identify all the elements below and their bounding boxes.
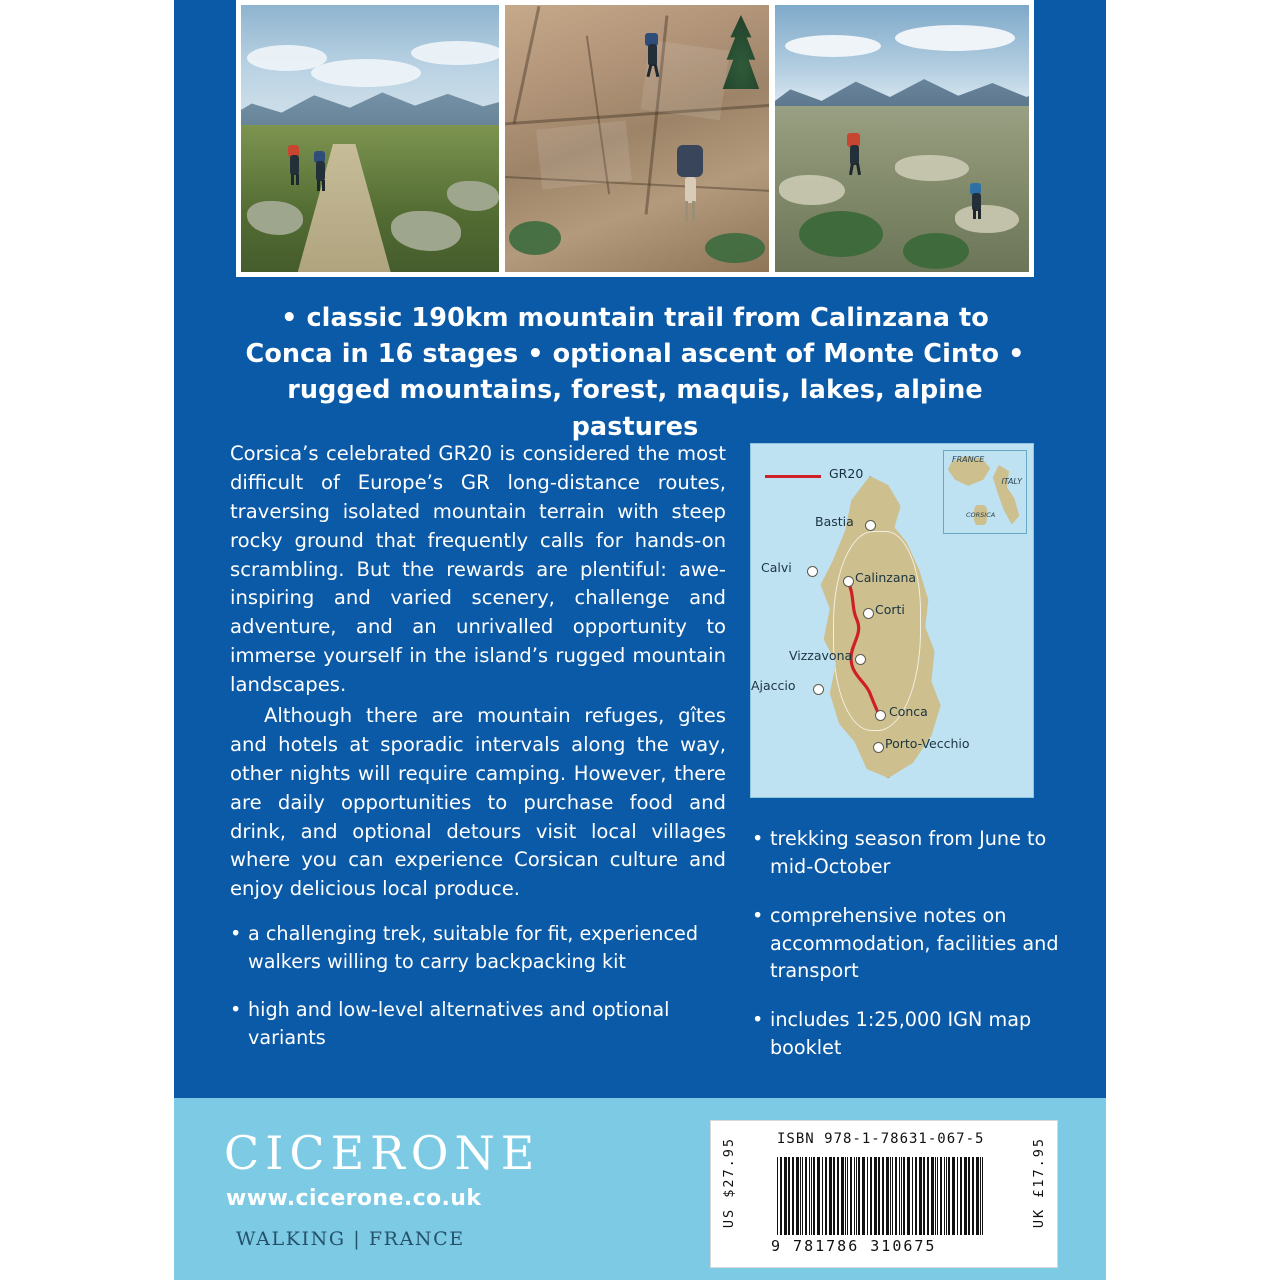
- town-label: Calvi: [761, 560, 792, 575]
- list-item-label: trekking season from June to mid-October: [770, 827, 1047, 878]
- town-label: Vizzavona: [789, 648, 853, 663]
- slab: [536, 120, 632, 189]
- list-item-label: comprehensive notes on accommodation, facilities and transport: [770, 903, 1059, 983]
- shrub: [705, 233, 765, 263]
- town-marker: [813, 684, 824, 695]
- left-feature-list: [230, 920, 730, 1071]
- price-us: US $27.95: [721, 1137, 737, 1229]
- town-marker: [807, 566, 818, 577]
- list-item-label: high and low-level alternatives and optional variants: [248, 997, 670, 1049]
- scree: [955, 205, 1019, 233]
- bullet-icon: •: [230, 922, 242, 945]
- inset-label-france: FRANCE: [952, 455, 985, 464]
- cover-panel: [174, 0, 1106, 1280]
- bullet-icon: •: [752, 1008, 764, 1032]
- town-label: Corti: [875, 602, 905, 617]
- town-label: Ajaccio: [751, 678, 796, 693]
- barcode-digits: 9 781786 310675: [771, 1237, 937, 1255]
- barcode-block: [710, 1120, 1058, 1268]
- shrub: [799, 211, 883, 257]
- list-item-label: a challenging trek, suitable for fit, experienced walkers willing to carry backpacking kit: [248, 922, 699, 973]
- bullet-icon: •: [230, 997, 242, 1021]
- list-item: [230, 920, 730, 976]
- list-item: [752, 902, 1062, 986]
- shrub: [509, 221, 561, 255]
- photo-strip: [236, 0, 1034, 277]
- list-item: [752, 1006, 1062, 1062]
- town-label: Porto-Vecchio: [885, 736, 970, 751]
- barcode-bars: [777, 1157, 989, 1235]
- footer-bar: [174, 1098, 1106, 1280]
- town-marker: [863, 608, 874, 619]
- town-marker: [875, 710, 886, 721]
- bullet-icon: •: [752, 827, 764, 850]
- category-label: WALKING | FRANCE: [236, 1228, 465, 1250]
- town-label: Conca: [889, 704, 928, 719]
- town-marker: [873, 742, 884, 753]
- cloud-icon: [311, 59, 421, 87]
- shrub: [903, 233, 969, 269]
- town-label: Bastia: [815, 514, 854, 529]
- cloud-icon: [895, 25, 1015, 51]
- photo-alpine-pasture: [775, 5, 1029, 272]
- cloud-icon: [785, 35, 881, 57]
- cloud-icon: [411, 41, 499, 65]
- town-marker: [843, 576, 854, 587]
- locator-inset-map: [943, 450, 1027, 534]
- scree: [895, 155, 969, 181]
- paragraph-2: Although there are mountain refuges, gîtes and hotels at sporadic intervals along the way, other nights will require camping. However, there are daily opportunities to purchase food and drink, and optional detours visit local villages where you can experience Corsican culture and enjoy delicious local produce.: [230, 704, 726, 901]
- scree: [779, 175, 845, 205]
- paragraph-1: Corsica’s celebrated GR20 is considered the most difficult of Europe’s GR long-distance routes, traversing isolated mountain terrain with steep rocky ground that frequently calls for hands-on scrambling. But the rewards are plentiful: awe-inspiring and varied scenery, challenge and adventure, and an unrivalled opportunity to immerse yourself in the island’s rugged mountain landscapes.: [230, 442, 726, 697]
- right-feature-list: [752, 825, 1062, 1083]
- list-item-label: includes 1:25,000 IGN map booklet: [770, 1008, 1032, 1060]
- town-label: Calinzana: [855, 570, 917, 585]
- list-item: [752, 825, 1062, 881]
- headline-bullets: • classic 190km mountain trail from Calinzana to Conca in 16 stages • optional ascent of Monte Cinto • rugged mountains, forest, maquis, lakes, alpine pastures: [245, 303, 1025, 442]
- isbn-text: ISBN 978-1-78631-067-5: [777, 1131, 985, 1147]
- publisher-logo: CICERONE: [224, 1126, 541, 1180]
- inset-label-italy: ITALY: [1001, 477, 1022, 486]
- bullet-icon: •: [752, 903, 764, 927]
- photo-ridge-walkers: [241, 5, 499, 272]
- gr20-legend-label: GR20: [829, 466, 864, 481]
- list-item: [230, 996, 730, 1052]
- publisher-url[interactable]: www.cicerone.co.uk: [226, 1186, 482, 1211]
- town-marker: [855, 654, 866, 665]
- price-uk: UK £17.95: [1031, 1137, 1047, 1229]
- inset-label-corsica: CORSICA: [966, 511, 996, 519]
- photo-scrambling: [505, 5, 769, 272]
- corsica-map: [750, 443, 1034, 798]
- town-marker: [865, 520, 876, 531]
- description-block: [230, 440, 726, 904]
